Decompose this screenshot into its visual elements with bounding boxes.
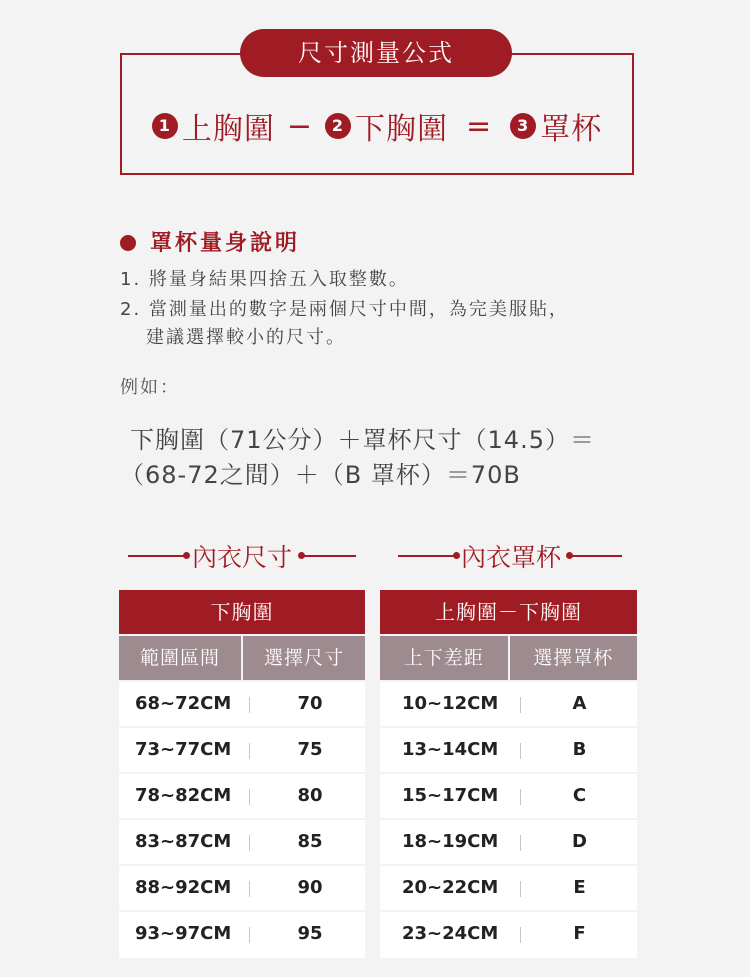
table-row [119, 820, 365, 864]
band-range-cell: 73~77CM [135, 739, 232, 760]
cup-letter-cell: F [573, 923, 586, 944]
example-line-2: （68-72之間）＋（B 罩杯）＝70B [120, 461, 521, 489]
table-row [380, 728, 637, 772]
row-divider [249, 743, 250, 759]
row-divider [249, 927, 250, 943]
band-title-line-right [304, 555, 356, 557]
formula-equals: = [466, 108, 493, 144]
cup-diff-cell: 15~17CM [402, 785, 499, 806]
band-table-subheader [119, 636, 365, 680]
table-row [380, 866, 637, 910]
row-divider [520, 789, 521, 805]
row-divider [249, 881, 250, 897]
band-size-cell: 95 [297, 923, 323, 944]
table-row [380, 912, 637, 958]
cup-diff-cell: 10~12CM [402, 693, 499, 714]
row-divider [249, 697, 250, 713]
note-2: 2. 當測量出的數字是兩個尺寸中間，為完美服貼， [120, 299, 569, 320]
bullet-dot-icon [120, 235, 136, 251]
cup-title-line-right [572, 555, 622, 557]
instructions-title: 罩杯量身說明 [150, 231, 301, 256]
row-divider [520, 881, 521, 897]
band-section-title: 內衣尺寸 [192, 543, 293, 572]
band-size-cell: 80 [297, 785, 323, 806]
band-title-knot-left [183, 552, 190, 559]
band-size-table [119, 590, 365, 958]
cup-letter-cell: B [572, 739, 587, 760]
band-size-cell: 75 [297, 739, 323, 760]
band-range-cell: 83~87CM [135, 831, 232, 852]
table-row [380, 820, 637, 864]
row-divider [520, 835, 521, 851]
band-size-cell: 85 [297, 831, 323, 852]
row-divider [249, 789, 250, 805]
cup-table-header: 上胸圍－下胸圍 [380, 590, 637, 634]
table-row [119, 682, 365, 726]
band-range-cell: 88~92CM [135, 877, 232, 898]
row-divider [249, 835, 250, 851]
formula-minus: − [286, 108, 313, 144]
cup-letter-cell: E [573, 877, 586, 898]
cup-col-cup: 選擇罩杯 [508, 636, 638, 680]
band-range-cell: 68~72CM [135, 693, 232, 714]
formula-upper-bust: 上胸圍 [181, 112, 275, 147]
cup-diff-cell: 20~22CM [402, 877, 499, 898]
row-divider [520, 743, 521, 759]
step-3-number-icon: 3 [510, 113, 536, 139]
table-row [380, 682, 637, 726]
formula-under-bust: 下胸圍 [355, 112, 448, 147]
note-2-continued: 建議選擇較小的尺寸。 [146, 327, 346, 348]
step-1-number-icon: 1 [152, 113, 178, 139]
formula-title: 尺寸測量公式 [240, 29, 512, 77]
cup-diff-cell: 13~14CM [402, 739, 499, 760]
table-row [119, 728, 365, 772]
cup-size-table [380, 590, 637, 958]
table-row [380, 774, 637, 818]
band-col-range: 範圍區間 [139, 647, 220, 669]
band-size-cell: 70 [297, 693, 323, 714]
row-divider [520, 927, 521, 943]
band-range-cell: 93~97CM [135, 923, 232, 944]
table-row [119, 866, 365, 910]
band-col-size: 選擇尺寸 [241, 636, 365, 680]
band-title-line-left [128, 555, 184, 557]
band-range-cell: 78~82CM [135, 785, 232, 806]
cup-table-subheader [380, 636, 637, 680]
cup-title-knot-left [453, 552, 460, 559]
cup-letter-cell: D [572, 831, 587, 852]
cup-title-line-left [398, 555, 454, 557]
table-row [119, 774, 365, 818]
cup-col-difference: 上下差距 [403, 647, 484, 669]
example-line-1: 下胸圍（71公分）＋罩杯尺寸（14.5）＝ [130, 426, 595, 454]
row-divider [520, 697, 521, 713]
cup-letter-cell: A [572, 693, 587, 714]
note-1: 1. 將量身結果四捨五入取整數。 [120, 269, 409, 290]
band-table-header: 下胸圍 [119, 590, 365, 634]
cup-section-title: 內衣罩杯 [461, 543, 562, 572]
cup-letter-cell: C [572, 785, 587, 806]
step-2-number-icon: 2 [325, 113, 351, 139]
formula-expression [120, 104, 634, 148]
band-size-cell: 90 [297, 877, 323, 898]
example-label: 例如： [120, 377, 180, 398]
formula-cup: 罩杯 [540, 112, 603, 147]
cup-diff-cell: 18~19CM [402, 831, 499, 852]
table-row [119, 912, 365, 958]
cup-diff-cell: 23~24CM [402, 923, 499, 944]
